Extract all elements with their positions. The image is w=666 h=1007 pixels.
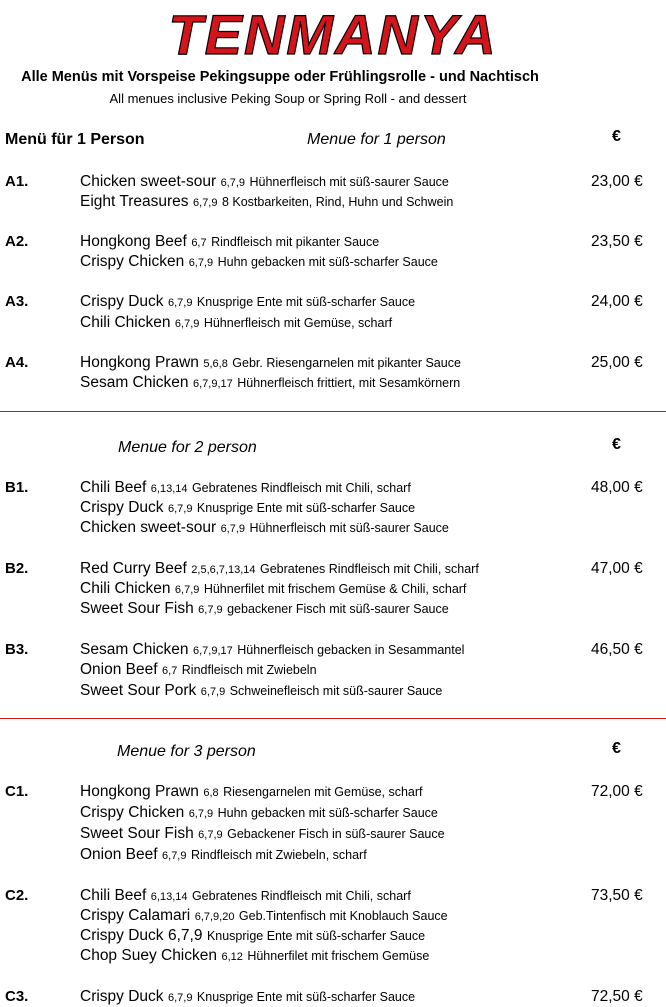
dish-name: Hongkong Beef (80, 233, 187, 250)
section-title-de: Menü für 1 Person (5, 131, 145, 148)
allergen-codes: 6,7,9 (193, 197, 218, 209)
dish-name: Crispy Duck (80, 499, 164, 516)
allergen-codes: 6,7,9 (220, 523, 246, 535)
dish-line (80, 846, 367, 864)
dish-line (80, 293, 415, 311)
allergen-codes: 6,7,9 (168, 992, 193, 1004)
allergen-codes: 6,7,9,17 (193, 645, 233, 657)
allergen-codes: 6,7,9 (174, 318, 200, 330)
menu-price: 48,00 € (591, 479, 643, 496)
menu-price: 46,50 € (591, 641, 643, 658)
allergen-codes: 6,7,9 (220, 177, 246, 189)
menu-code: B3. (5, 641, 29, 658)
dish-line (80, 947, 429, 965)
dish-description: Hühnerfleisch mit süß-saurer Sauce (249, 175, 449, 189)
menu-price: 23,00 € (591, 173, 643, 190)
menu-code: A1. (5, 173, 29, 190)
dish-name: Crispy Chicken (80, 253, 185, 270)
dish-name: Chop Suey Chicken (80, 947, 217, 964)
dish-description: 8 Kostbarkeiten, Rind, Huhn und Schwein (221, 195, 454, 209)
dish-line (80, 354, 461, 372)
dish-line (80, 374, 460, 392)
dish-line (80, 499, 415, 517)
logo-text: TENMANYA (168, 4, 498, 64)
dish-name: Sesam Chicken (80, 374, 189, 391)
allergen-codes: 6,7,9 (198, 604, 223, 616)
allergen-codes: 6,7,9 (198, 829, 223, 841)
allergen-codes: 6,13,14 (150, 483, 188, 495)
menu-code: A3. (5, 293, 29, 310)
menu-price: 25,00 € (591, 354, 643, 371)
menu-price: 73,50 € (591, 887, 643, 904)
dish-line (80, 887, 411, 905)
dish-line (80, 641, 464, 659)
allergen-codes: 6,7,9 (174, 584, 200, 596)
allergen-codes: 2,5,6,7,13,14 (191, 564, 256, 576)
allergen-codes: 6,7 (162, 665, 178, 677)
dish-line (80, 783, 423, 801)
dish-description: Gebr. Riesengarnelen mit pikanter Sauce (232, 356, 461, 370)
menu-price: 72,50 € (591, 988, 643, 1005)
dish-description: Hühnerfilet mit frischem Gemüse & Chili, scharf (203, 582, 467, 596)
subtitle-german: Alle Menüs mit Vorspeise Pekingsuppe oder Frühlingsrolle - und Nachtisch (21, 69, 539, 85)
dish-description: Gebratenes Rindfleisch mit Chili, scharf (259, 562, 479, 576)
dish-name: Crispy Calamari (80, 907, 191, 924)
dish-line (80, 580, 466, 598)
dish-description: Hühnerfleisch gebacken in Sesammantel (237, 643, 465, 657)
menu-price: 72,00 € (591, 783, 643, 800)
section-2-person (0, 436, 666, 461)
section-1-person (0, 128, 666, 153)
dish-line (80, 479, 411, 497)
subtitle-english: All menues inclusive Peking Soup or Spring Roll - and dessert (109, 91, 467, 106)
dish-description: Gebratenes Rindfleisch mit Chili, scharf (191, 889, 411, 903)
allergen-codes: 6,13,14 (150, 891, 188, 903)
dish-description: Rindfleisch mit Zwiebeln, scharf (190, 848, 367, 862)
dish-name: Chili Chicken (80, 314, 171, 331)
menu-code: C1. (5, 783, 29, 800)
section-divider (0, 411, 666, 412)
allergen-codes: 5,6,8 (203, 358, 228, 370)
dish-line (80, 661, 317, 679)
allergen-codes: 6,7,9 (168, 503, 193, 515)
allergen-codes: 6,7,9 (188, 257, 214, 269)
dish-name: Hongkong Prawn (80, 354, 199, 371)
dish-description: Geb.Tintenfisch mit Knoblauch Sauce (238, 909, 448, 923)
dish-name: Chili Beef (80, 479, 147, 496)
dish-name: Crispy Chicken (80, 804, 185, 821)
dish-line (80, 314, 392, 332)
allergen-codes: 6,7,9,20 (194, 911, 235, 923)
menu-code: C2. (5, 887, 29, 904)
dish-line (80, 519, 449, 537)
dish-line (80, 560, 479, 578)
dish-description: Huhn gebacken mit süß-scharfer Sauce (217, 806, 438, 820)
dish-description: Knusprige Ente mit süß-scharfer Sauce (196, 501, 416, 515)
dish-description: Rindfleisch mit pikanter Sauce (211, 235, 380, 249)
dish-name: Red Curry Beef (80, 560, 187, 577)
menu-code: C3. (5, 988, 29, 1005)
dish-line (80, 988, 415, 1006)
dish-description: Hühnerfleisch mit süß-saurer Sauce (249, 521, 449, 535)
dish-name: Onion Beef (80, 661, 158, 678)
dish-line (80, 927, 425, 945)
dish-name: Hongkong Prawn (80, 783, 199, 800)
dish-line (80, 233, 379, 251)
allergen-codes: 6,7,9 (200, 686, 226, 698)
currency-header: € (612, 436, 621, 453)
dish-description: Rindfleisch mit Zwiebeln (181, 663, 317, 677)
menu-price: 24,00 € (591, 293, 643, 310)
dish-name: Chili Beef (80, 887, 147, 904)
allergen-codes: 6,7,9 (188, 808, 214, 820)
dish-name: Eight Treasures (80, 193, 189, 210)
allergen-codes: 6,7,9 (168, 927, 203, 944)
dish-line (80, 600, 449, 618)
dish-name: Sweet Sour Pork (80, 682, 197, 699)
allergen-codes: 6,7,9,17 (193, 378, 233, 390)
menu-price: 47,00 € (591, 560, 643, 577)
currency-header: € (612, 128, 621, 145)
dish-description: gebackener Fisch mit süß-saurer Sauce (227, 602, 449, 616)
section-title-en: Menue for 1 person (307, 131, 446, 148)
dish-description: Schweinefleisch mit süß-saurer Sauce (229, 684, 443, 698)
menu-code: B1. (5, 479, 29, 496)
dish-description: Huhn gebacken mit süß-scharfer Sauce (217, 255, 438, 269)
dish-name: Crispy Duck (80, 293, 164, 310)
dish-description: Gebratenes Rindfleisch mit Chili, scharf (191, 481, 411, 495)
dish-line (80, 253, 438, 271)
dish-description: Hühnerfilet mit frischem Gemüse (247, 949, 430, 963)
section-title-en: Menue for 2 person (118, 439, 257, 456)
dish-name: Sweet Sour Fish (80, 825, 194, 842)
allergen-codes: 6,8 (203, 787, 219, 799)
section-divider (0, 718, 666, 719)
dish-name: Crispy Duck (80, 988, 164, 1005)
dish-name: Crispy Duck (80, 927, 164, 944)
currency-header: € (612, 740, 621, 757)
allergen-codes: 6,12 (221, 951, 243, 963)
dish-description: Knusprige Ente mit süß-scharfer Sauce (206, 929, 426, 943)
menu-code: A4. (5, 354, 29, 371)
section-title-en: Menue for 3 person (117, 743, 256, 760)
dish-line (80, 173, 449, 191)
restaurant-logo (0, 4, 666, 64)
menu-code: A2. (5, 233, 29, 250)
dish-name: Chicken sweet-sour (80, 173, 217, 190)
dish-name: Onion Beef (80, 846, 158, 863)
dish-name: Chicken sweet-sour (80, 519, 217, 536)
dish-description: Hühnerfleisch frittiert, mit Sesamkörnern (237, 376, 461, 390)
dish-description: Knusprige Ente mit süß-scharfer Sauce (196, 990, 416, 1004)
allergen-codes: 6,7,9 (168, 297, 193, 309)
dish-line (80, 682, 442, 700)
dish-description: Hühnerfleisch mit Gemüse, scharf (203, 316, 393, 330)
dish-line (80, 804, 438, 822)
dish-line (80, 193, 453, 211)
menu-code: B2. (5, 560, 29, 577)
dish-name: Sweet Sour Fish (80, 600, 194, 617)
dish-line (80, 825, 445, 843)
menu-price: 23,50 € (591, 233, 643, 250)
dish-name: Sesam Chicken (80, 641, 189, 658)
dish-description: Knusprige Ente mit süß-scharfer Sauce (196, 295, 416, 309)
dish-description: Riesengarnelen mit Gemüse, scharf (223, 785, 423, 799)
section-3-person (0, 740, 666, 765)
dish-line (80, 907, 448, 925)
dish-name: Chili Chicken (80, 580, 171, 597)
allergen-codes: 6,7 (191, 237, 207, 249)
dish-description: Gebackener Fisch in süß-saurer Sauce (227, 827, 445, 841)
allergen-codes: 6,7,9 (162, 850, 187, 862)
